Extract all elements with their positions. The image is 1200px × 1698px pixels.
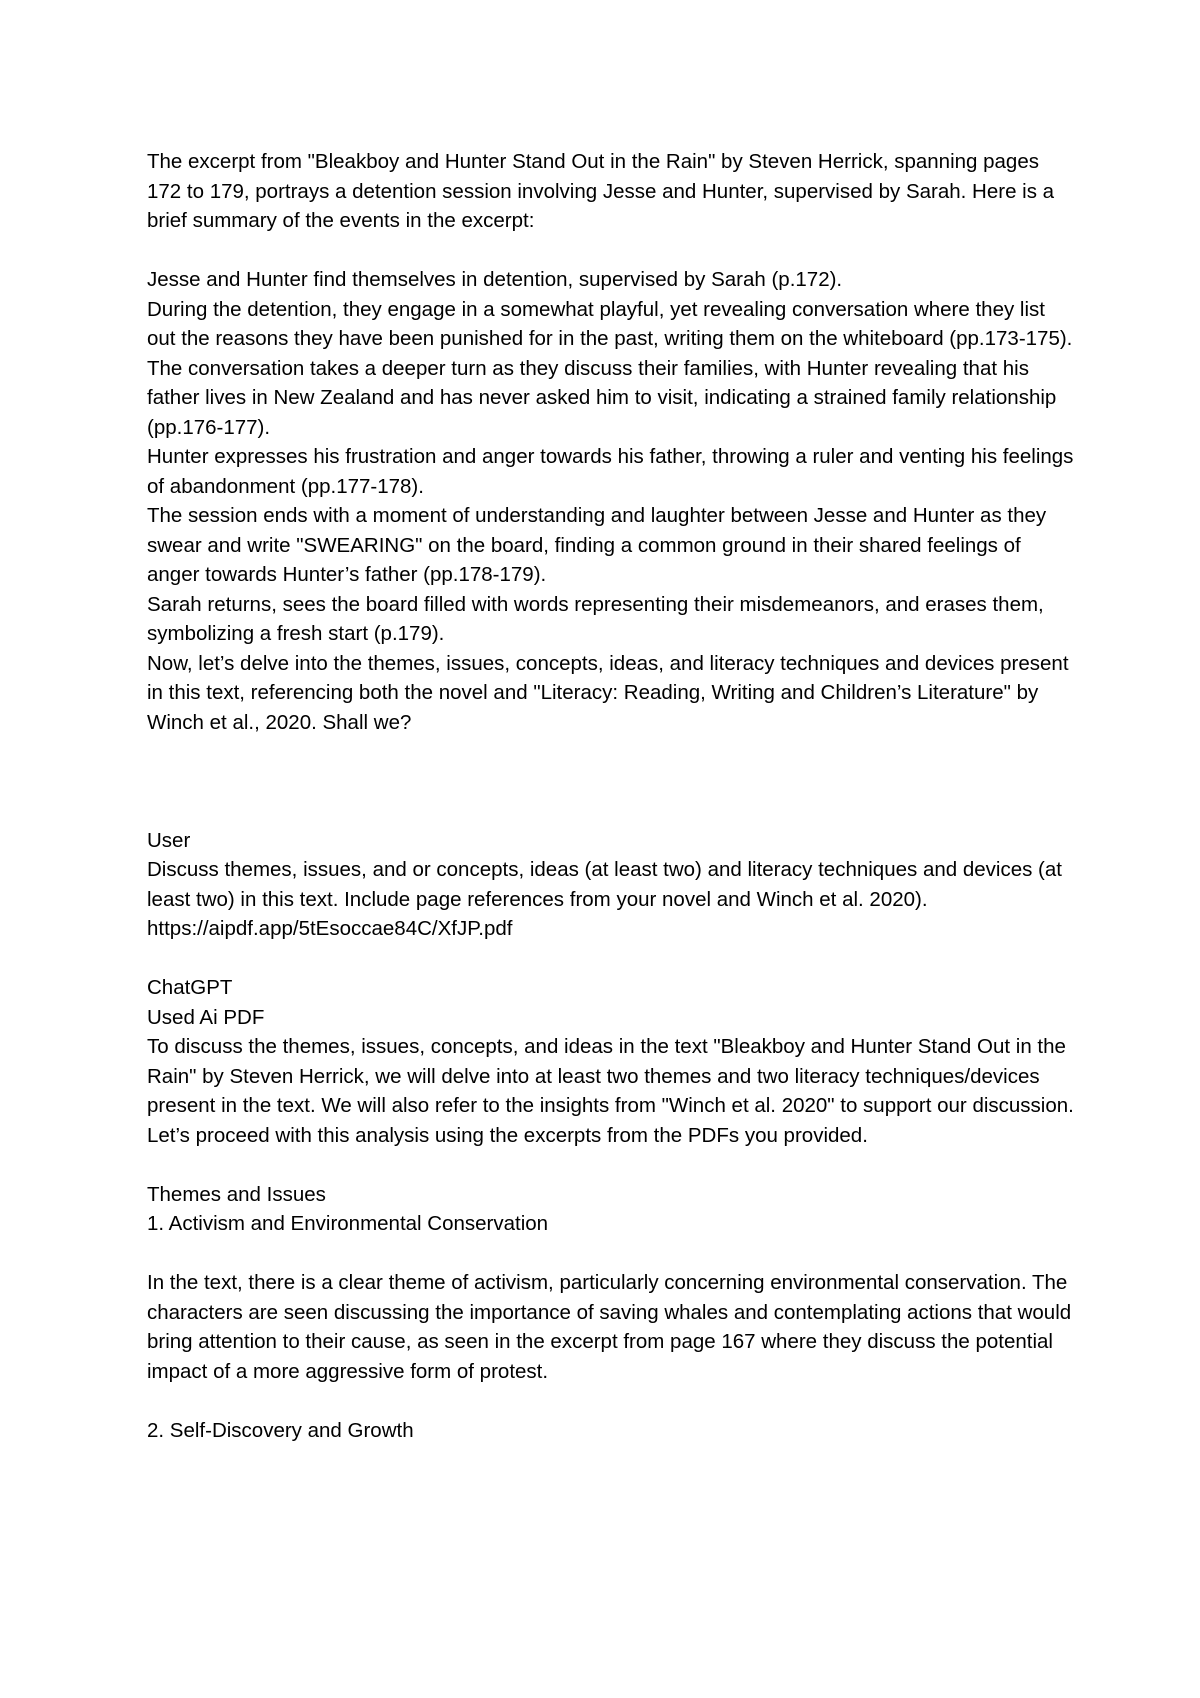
assistant-label: ChatGPT (147, 976, 233, 999)
summary-item: Sarah returns, sees the board filled with words representing their misdemeanors, and erases them, symbolizing a fresh start (p.179). (147, 592, 1044, 645)
theme-2-title: 2. Self-Discovery and Growth (147, 1418, 414, 1442)
spacer (147, 944, 1077, 974)
themes-heading: Themes and Issues (147, 1182, 326, 1206)
summary-item: Hunter expresses his frustration and anger towards his father, throwing a ruler and venting his feelings of abandonment (pp.177-178). (147, 445, 1074, 498)
user-label: User (147, 828, 191, 852)
spacer (147, 1386, 1077, 1416)
theme-1-title: 1. Activism and Environmental Conservation (147, 1212, 549, 1235)
summary-item: During the detention, they engage in a somewhat playful, yet revealing conversation where they list out the reasons they have been punished for in the past, writing them on the whiteboard (pp.173-175). (147, 297, 1073, 350)
spacer (147, 737, 1077, 826)
summary-item: Now, let’s delve into the themes, issues, concepts, ideas, and literacy techniques and devices present in this text, referencing both the novel and "Literacy: Reading, Writing and Children’s Literature" by Winch et al., 2020. Shall we? (147, 651, 1069, 734)
theme-1-body: In the text, there is a clear theme of activism, particularly concerning environmental conservation. The characters are seen discussing the importance of saving whales and contemplating actions that would bring attention to their cause, as seen in the excerpt from page 167 where they discuss the potential impact of a more aggressive form of protest. (147, 1271, 1072, 1383)
assistant-tool-used: Used Ai PDF (147, 1005, 265, 1029)
summary-item: The session ends with a moment of understanding and laughter between Jesse and Hunter as they swear and write "SWEARING" on the board, finding a common ground in their shared feelings of anger towards Hunter’s father (pp.178-179). (147, 504, 1047, 586)
user-message: Discuss themes, issues, and or concepts, ideas (at least two) and literacy techniques and devices (at least two) in this text. Include page references from your novel and Winch et al. 2020). https://aipdf.app/5tEsoccae84C/XfJP.pdf (147, 858, 1062, 940)
spacer (147, 1239, 1077, 1269)
summary-item: Jesse and Hunter find themselves in detention, supervised by Sarah (p.172). (147, 268, 843, 291)
intro-paragraph: The excerpt from "Bleakboy and Hunter Stand Out in the Rain" by Steven Herrick, spanning pages 172 to 179, portrays a detention session involving Jesse and Hunter, supervised by Sarah. Here is a brief summary of the events in the excerpt: (147, 150, 1055, 232)
assistant-message: To discuss the themes, issues, concepts, and ideas in the text "Bleakboy and Hunter Stand Out in the Rain" by Steven Herrick, we will delve into at least two themes and two literacy techniques/devices present in the text. We will also refer to the insights from "Winch et al. 2020" to support our discussion. Let’s proceed with this analysis using the excerpts from the PDFs you provided. (147, 1035, 1074, 1147)
document-body (147, 147, 1077, 1445)
summary-item: The conversation takes a deeper turn as they discuss their families, with Hunter revealing that his father lives in New Zealand and has never asked him to visit, indicating a strained family relationship (pp.176-177). (147, 356, 1057, 439)
spacer (147, 1150, 1077, 1180)
spacer (147, 236, 1077, 266)
